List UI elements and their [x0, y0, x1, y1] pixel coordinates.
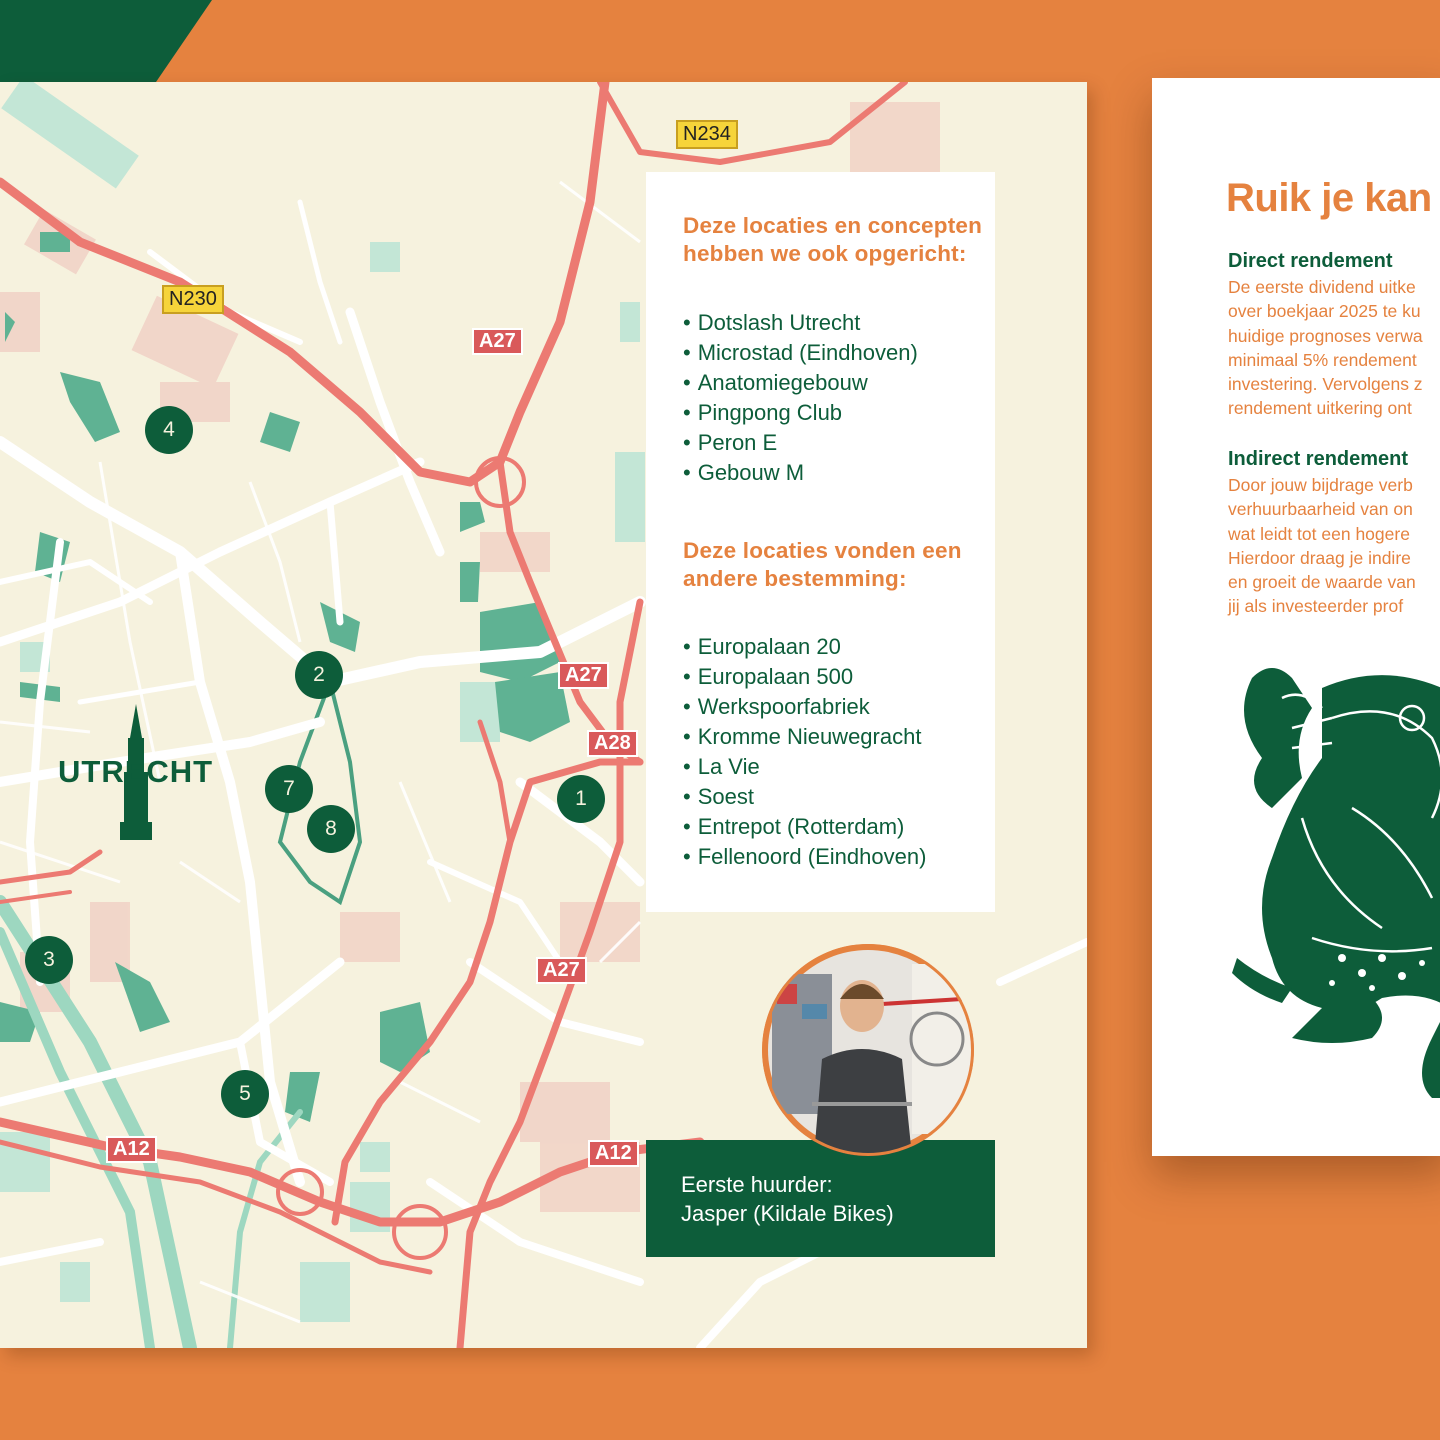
built-locations-heading: Deze locaties en concepten hebben we ook opgericht:: [683, 213, 983, 266]
location-marker-3[interactable]: [25, 936, 73, 984]
moved-locations-list: [683, 632, 926, 872]
text-line: Hierdoor draag je indire: [1228, 547, 1411, 568]
marker-number: 5: [239, 1082, 251, 1105]
list-item: • Entrepot (Rotterdam): [683, 812, 926, 842]
corner-decoration: [0, 0, 1440, 90]
moved-locations-heading: Deze locaties vonden een andere bestemming:: [683, 538, 962, 591]
tenant-caption-line2: Jasper (Kildale Bikes): [681, 1201, 894, 1226]
creature-illustration: [1232, 658, 1440, 1118]
road-label-n234: N234: [676, 120, 738, 149]
direct-return-text: [1228, 275, 1423, 421]
text-line: huidige prognoses verwa: [1228, 325, 1423, 346]
text-line: De eerste dividend uitke: [1228, 277, 1416, 297]
text-line: jij als investeerder prof: [1228, 596, 1404, 617]
page-title: Ruik je kan: [1226, 176, 1432, 220]
list-item: • Pingpong Club: [683, 398, 918, 428]
locations-info-box: [646, 172, 995, 912]
marker-number: 1: [575, 787, 587, 810]
road-label-a12-west: A12: [106, 1136, 157, 1163]
direct-return-heading: Direct rendement: [1228, 250, 1393, 272]
text-line: en groeit de waarde van: [1228, 572, 1416, 593]
tenant-caption: [681, 1170, 894, 1228]
list-item: • Dotslash Utrecht: [683, 308, 918, 338]
text-line: wat leidt tot een hogere: [1228, 523, 1410, 544]
returns-page: [1152, 78, 1440, 1156]
text-line: investering. Vervolgens z: [1228, 374, 1423, 395]
marker-number: 7: [283, 777, 295, 800]
marker-number: 8: [325, 817, 337, 840]
location-marker-5[interactable]: [221, 1070, 269, 1118]
road-label-a12-east: A12: [588, 1140, 639, 1167]
road-label-a27-south: A27: [536, 957, 587, 984]
road-label-n230: N230: [162, 285, 224, 314]
text-line: Door jouw bijdrage verb: [1228, 475, 1413, 495]
road-label-a27-mid: A27: [558, 662, 609, 689]
road-label-a27-north: A27: [472, 328, 523, 355]
text-line: over boekjaar 2025 te ku: [1228, 301, 1421, 322]
tenant-caption-box: [646, 1140, 995, 1257]
location-marker-7[interactable]: [265, 765, 313, 813]
text-line: minimaal 5% rendement: [1228, 349, 1417, 370]
list-item: • Soest: [683, 782, 926, 812]
location-marker-1[interactable]: [557, 775, 605, 823]
list-item: • Peron E: [683, 428, 918, 458]
list-item: • Europalaan 20: [683, 632, 926, 662]
list-item: • Werkspoorfabriek: [683, 692, 926, 722]
list-item: • Anatomiegebouw: [683, 368, 918, 398]
list-item: • La Vie: [683, 752, 926, 782]
marker-number: 4: [163, 418, 175, 441]
text-line: verhuurbaarheid van on: [1228, 499, 1413, 520]
tenant-caption-line1: Eerste huurder:: [681, 1172, 833, 1197]
list-item: • Microstad (Eindhoven): [683, 338, 918, 368]
built-locations-list: [683, 308, 918, 488]
city-label: UTRECHT: [58, 754, 214, 789]
marker-number: 2: [313, 663, 325, 686]
list-item: • Europalaan 500: [683, 662, 926, 692]
list-item: • Gebouw M: [683, 458, 918, 488]
road-label-a28: A28: [587, 730, 638, 757]
list-item: • Kromme Nieuwegracht: [683, 722, 926, 752]
tenant-photo: [762, 944, 974, 1156]
indirect-return-text: [1228, 473, 1416, 619]
marker-number: 3: [43, 948, 55, 971]
location-marker-4[interactable]: [145, 406, 193, 454]
text-line: rendement uitkering ont: [1228, 398, 1412, 419]
location-marker-8[interactable]: [307, 805, 355, 853]
list-item: • Fellenoord (Eindhoven): [683, 842, 926, 872]
indirect-return-heading: Indirect rendement: [1228, 448, 1409, 470]
location-marker-2[interactable]: [295, 651, 343, 699]
